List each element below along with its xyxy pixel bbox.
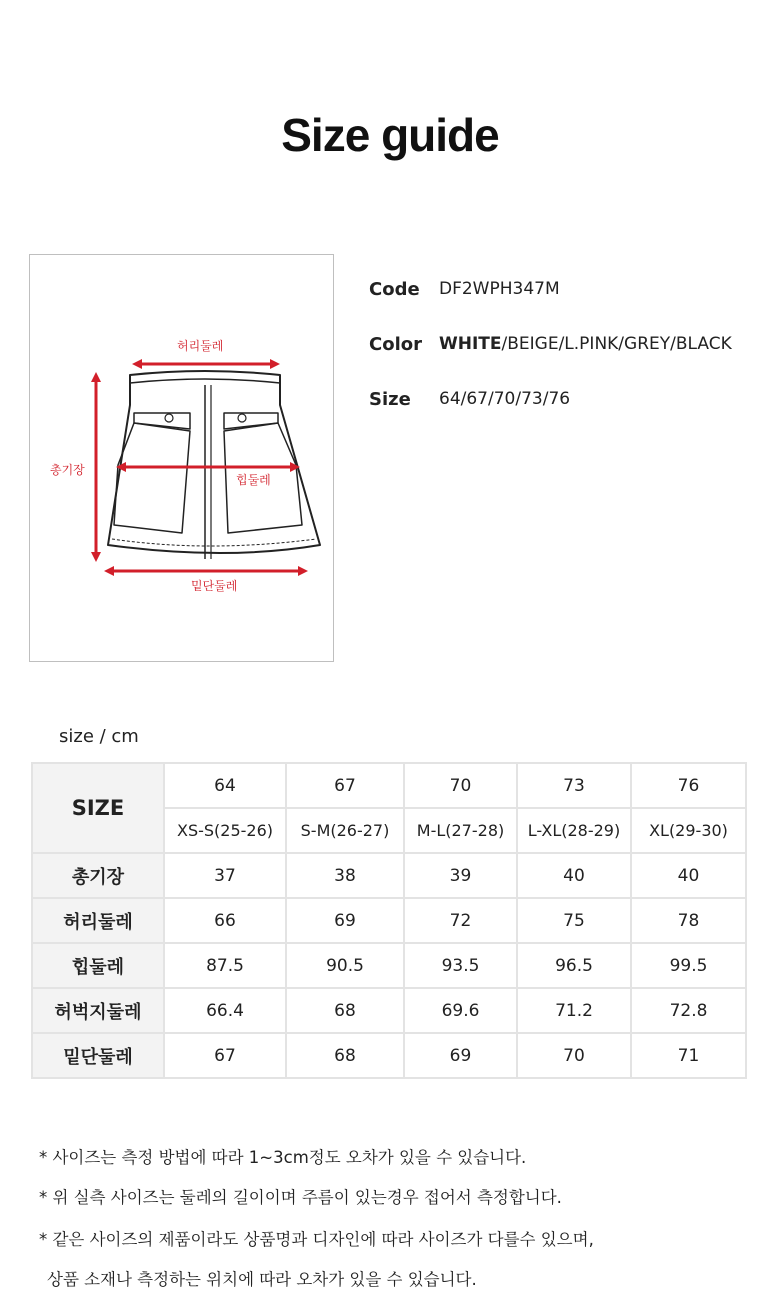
table-row: [32, 898, 746, 943]
table-row: [32, 1033, 746, 1078]
size-cell: 70: [404, 763, 517, 808]
code-key: Code: [369, 279, 420, 300]
hem-label: 밑단둘레: [191, 579, 238, 593]
letter-size-cell: XL(29-30): [631, 808, 746, 853]
table-cell: 66.4: [164, 988, 286, 1033]
skirt-diagram: [29, 254, 334, 662]
length-label: 총기장: [50, 463, 85, 477]
unit-label: size / cm: [59, 726, 139, 747]
note-line: * 같은 사이즈의 제품이라도 상품명과 디자인에 따라 사이즈가 다를수 있으며,: [39, 1230, 594, 1249]
table-cell: 71.2: [517, 988, 631, 1033]
note-line: * 사이즈는 측정 방법에 따라 1~3cm정도 오차가 있을 수 있습니다.: [39, 1148, 527, 1167]
waist-label: 허리둘레: [177, 339, 224, 353]
table-cell: 39: [404, 853, 517, 898]
skirt-illustration: [30, 255, 335, 663]
letter-size-cell: M-L(27-28): [404, 808, 517, 853]
table-cell: 40: [631, 853, 746, 898]
size-cell: 64: [164, 763, 286, 808]
table-cell: 69: [286, 898, 404, 943]
color-value: [439, 334, 732, 354]
letter-size-cell: L-XL(28-29): [517, 808, 631, 853]
note-line: 상품 소재나 측정하는 위치에 따라 오차가 있을 수 있습니다.: [47, 1270, 477, 1289]
table-cell: 72: [404, 898, 517, 943]
table-cell: 38: [286, 853, 404, 898]
table-cell: 69.6: [404, 988, 517, 1033]
size-table: [31, 762, 747, 1079]
table-cell: 70: [517, 1033, 631, 1078]
table-cell: 37: [164, 853, 286, 898]
note-line: * 위 실측 사이즈는 둘레의 길이이며 주름이 있는경우 접어서 측정합니다.: [39, 1188, 562, 1207]
table-cell: 68: [286, 988, 404, 1033]
table-cell: 96.5: [517, 943, 631, 988]
row-label: 허리둘레: [32, 898, 164, 943]
table-row: [32, 763, 746, 808]
table-cell: 93.5: [404, 943, 517, 988]
color-first: WHITE: [439, 334, 502, 354]
table-cell: 99.5: [631, 943, 746, 988]
hip-label: 힙둘레: [236, 473, 271, 487]
table-cell: 72.8: [631, 988, 746, 1033]
page-title: Size guide: [281, 109, 499, 161]
table-cell: 66: [164, 898, 286, 943]
table-cell: 87.5: [164, 943, 286, 988]
row-label: 힙둘레: [32, 943, 164, 988]
table-cell: 68: [286, 1033, 404, 1078]
table-cell: 78: [631, 898, 746, 943]
color-key: Color: [369, 334, 422, 355]
row-label: 허벅지둘레: [32, 988, 164, 1033]
color-rest: /BEIGE/L.PINK/GREY/BLACK: [501, 334, 732, 354]
size-cell: 73: [517, 763, 631, 808]
table-row: [32, 943, 746, 988]
size-cell: 76: [631, 763, 746, 808]
code-value: DF2WPH347M: [439, 279, 560, 299]
letter-size-cell: XS-S(25-26): [164, 808, 286, 853]
size-header: SIZE: [32, 763, 164, 853]
letter-size-cell: S-M(26-27): [286, 808, 404, 853]
size-key: Size: [369, 389, 411, 410]
table-row: [32, 853, 746, 898]
table-cell: 69: [404, 1033, 517, 1078]
table-cell: 75: [517, 898, 631, 943]
table-row: [32, 988, 746, 1033]
table-cell: 67: [164, 1033, 286, 1078]
size-cell: 67: [286, 763, 404, 808]
table-cell: 90.5: [286, 943, 404, 988]
row-label: 총기장: [32, 853, 164, 898]
table-cell: 40: [517, 853, 631, 898]
size-value: 64/67/70/73/76: [439, 389, 571, 409]
row-label: 밑단둘레: [32, 1033, 164, 1078]
table-cell: 71: [631, 1033, 746, 1078]
